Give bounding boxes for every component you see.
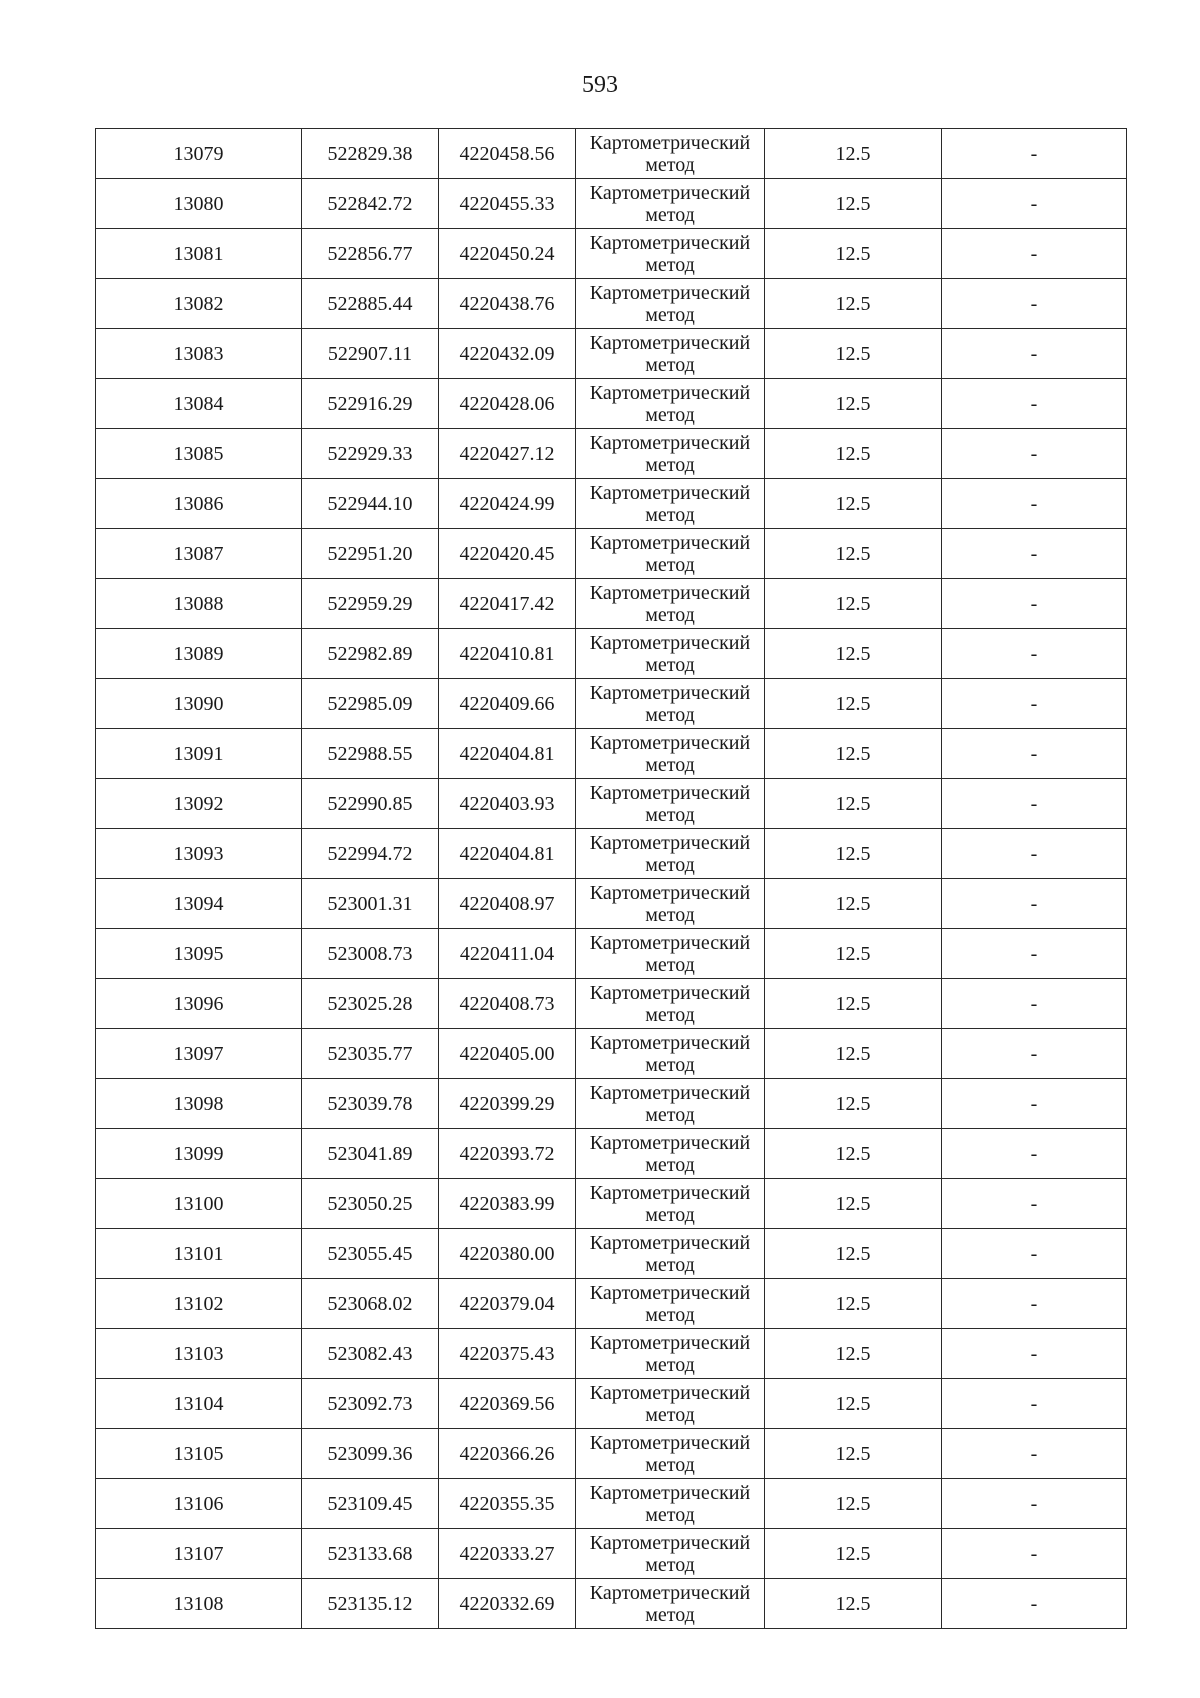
table-row (96, 729, 1127, 779)
method-cell: Картометрический метод (576, 379, 765, 429)
accuracy-cell: 12.5 (765, 1129, 942, 1179)
table-row (96, 979, 1127, 1029)
accuracy-cell: 12.5 (765, 979, 942, 1029)
y-coordinate-cell: 4220417.42 (439, 579, 576, 629)
accuracy-cell: 12.5 (765, 279, 942, 329)
method-cell: Картометрический метод (576, 979, 765, 1029)
x-coordinate-cell: 522929.33 (302, 429, 439, 479)
method-cell: Картометрический метод (576, 579, 765, 629)
accuracy-cell: 12.5 (765, 929, 942, 979)
point-number-cell: 13105 (96, 1429, 302, 1479)
x-coordinate-cell: 523133.68 (302, 1529, 439, 1579)
method-cell: Картометрический метод (576, 479, 765, 529)
y-coordinate-cell: 4220424.99 (439, 479, 576, 529)
y-coordinate-cell: 4220380.00 (439, 1229, 576, 1279)
point-number-cell: 13080 (96, 179, 302, 229)
x-coordinate-cell: 522944.10 (302, 479, 439, 529)
note-cell: - (942, 729, 1127, 779)
point-number-cell: 13099 (96, 1129, 302, 1179)
accuracy-cell: 12.5 (765, 1079, 942, 1129)
x-coordinate-cell: 522916.29 (302, 379, 439, 429)
method-cell: Картометрический метод (576, 1079, 765, 1129)
y-coordinate-cell: 4220411.04 (439, 929, 576, 979)
note-cell: - (942, 1129, 1127, 1179)
table-row (96, 179, 1127, 229)
accuracy-cell: 12.5 (765, 1329, 942, 1379)
point-number-cell: 13082 (96, 279, 302, 329)
note-cell: - (942, 279, 1127, 329)
note-cell: - (942, 429, 1127, 479)
point-number-cell: 13100 (96, 1179, 302, 1229)
x-coordinate-cell: 523035.77 (302, 1029, 439, 1079)
point-number-cell: 13102 (96, 1279, 302, 1329)
y-coordinate-cell: 4220428.06 (439, 379, 576, 429)
x-coordinate-cell: 522842.72 (302, 179, 439, 229)
note-cell: - (942, 1429, 1127, 1479)
note-cell: - (942, 1029, 1127, 1079)
y-coordinate-cell: 4220404.81 (439, 829, 576, 879)
accuracy-cell: 12.5 (765, 1429, 942, 1479)
y-coordinate-cell: 4220438.76 (439, 279, 576, 329)
method-cell: Картометрический метод (576, 879, 765, 929)
point-number-cell: 13090 (96, 679, 302, 729)
point-number-cell: 13081 (96, 229, 302, 279)
accuracy-cell: 12.5 (765, 1529, 942, 1579)
note-cell: - (942, 379, 1127, 429)
method-cell: Картометрический метод (576, 179, 765, 229)
table-row (96, 1479, 1127, 1529)
note-cell: - (942, 829, 1127, 879)
table-row (96, 1079, 1127, 1129)
y-coordinate-cell: 4220427.12 (439, 429, 576, 479)
x-coordinate-cell: 523008.73 (302, 929, 439, 979)
x-coordinate-cell: 523109.45 (302, 1479, 439, 1529)
accuracy-cell: 12.5 (765, 529, 942, 579)
y-coordinate-cell: 4220450.24 (439, 229, 576, 279)
y-coordinate-cell: 4220393.72 (439, 1129, 576, 1179)
y-coordinate-cell: 4220399.29 (439, 1079, 576, 1129)
table-row (96, 479, 1127, 529)
table-row (96, 679, 1127, 729)
x-coordinate-cell: 523092.73 (302, 1379, 439, 1429)
note-cell: - (942, 129, 1127, 179)
note-cell: - (942, 779, 1127, 829)
method-cell: Картометрический метод (576, 229, 765, 279)
point-number-cell: 13089 (96, 629, 302, 679)
accuracy-cell: 12.5 (765, 1579, 942, 1629)
x-coordinate-cell: 522982.89 (302, 629, 439, 679)
note-cell: - (942, 579, 1127, 629)
point-number-cell: 13088 (96, 579, 302, 629)
table-row (96, 1579, 1127, 1629)
point-number-cell: 13104 (96, 1379, 302, 1429)
point-number-cell: 13084 (96, 379, 302, 429)
accuracy-cell: 12.5 (765, 179, 942, 229)
method-cell: Картометрический метод (576, 329, 765, 379)
x-coordinate-cell: 523001.31 (302, 879, 439, 929)
point-number-cell: 13092 (96, 779, 302, 829)
accuracy-cell: 12.5 (765, 1179, 942, 1229)
table-row (96, 529, 1127, 579)
x-coordinate-cell: 522988.55 (302, 729, 439, 779)
y-coordinate-cell: 4220432.09 (439, 329, 576, 379)
y-coordinate-cell: 4220379.04 (439, 1279, 576, 1329)
accuracy-cell: 12.5 (765, 829, 942, 879)
table-row (96, 1279, 1127, 1329)
x-coordinate-cell: 523039.78 (302, 1079, 439, 1129)
table-row (96, 429, 1127, 479)
note-cell: - (942, 1329, 1127, 1379)
table-row (96, 929, 1127, 979)
table-row (96, 1329, 1127, 1379)
coordinates-table (95, 128, 1127, 1629)
y-coordinate-cell: 4220404.81 (439, 729, 576, 779)
table-row (96, 829, 1127, 879)
method-cell: Картометрический метод (576, 1179, 765, 1229)
point-number-cell: 13095 (96, 929, 302, 979)
point-number-cell: 13108 (96, 1579, 302, 1629)
point-number-cell: 13097 (96, 1029, 302, 1079)
x-coordinate-cell: 522907.11 (302, 329, 439, 379)
coordinates-table-body (96, 129, 1127, 1629)
accuracy-cell: 12.5 (765, 1279, 942, 1329)
method-cell: Картометрический метод (576, 429, 765, 479)
y-coordinate-cell: 4220455.33 (439, 179, 576, 229)
table-row (96, 1179, 1127, 1229)
x-coordinate-cell: 522959.29 (302, 579, 439, 629)
note-cell: - (942, 179, 1127, 229)
point-number-cell: 13096 (96, 979, 302, 1029)
method-cell: Картометрический метод (576, 1229, 765, 1279)
accuracy-cell: 12.5 (765, 229, 942, 279)
method-cell: Картометрический метод (576, 829, 765, 879)
x-coordinate-cell: 522885.44 (302, 279, 439, 329)
method-cell: Картометрический метод (576, 1429, 765, 1479)
table-row (96, 579, 1127, 629)
x-coordinate-cell: 522990.85 (302, 779, 439, 829)
note-cell: - (942, 1229, 1127, 1279)
accuracy-cell: 12.5 (765, 879, 942, 929)
method-cell: Картометрический метод (576, 1279, 765, 1329)
y-coordinate-cell: 4220403.93 (439, 779, 576, 829)
note-cell: - (942, 929, 1127, 979)
table-row (96, 329, 1127, 379)
table-row (96, 629, 1127, 679)
point-number-cell: 13098 (96, 1079, 302, 1129)
accuracy-cell: 12.5 (765, 429, 942, 479)
method-cell: Картометрический метод (576, 1129, 765, 1179)
point-number-cell: 13103 (96, 1329, 302, 1379)
accuracy-cell: 12.5 (765, 1379, 942, 1429)
y-coordinate-cell: 4220369.56 (439, 1379, 576, 1429)
method-cell: Картометрический метод (576, 779, 765, 829)
x-coordinate-cell: 522829.38 (302, 129, 439, 179)
accuracy-cell: 12.5 (765, 729, 942, 779)
point-number-cell: 13093 (96, 829, 302, 879)
table-row (96, 1129, 1127, 1179)
y-coordinate-cell: 4220355.35 (439, 1479, 576, 1529)
x-coordinate-cell: 523050.25 (302, 1179, 439, 1229)
method-cell: Картометрический метод (576, 1579, 765, 1629)
x-coordinate-cell: 523055.45 (302, 1229, 439, 1279)
note-cell: - (942, 1079, 1127, 1129)
accuracy-cell: 12.5 (765, 1229, 942, 1279)
accuracy-cell: 12.5 (765, 129, 942, 179)
table-row (96, 1229, 1127, 1279)
x-coordinate-cell: 522856.77 (302, 229, 439, 279)
note-cell: - (942, 1379, 1127, 1429)
method-cell: Картометрический метод (576, 1029, 765, 1079)
table-row (96, 279, 1127, 329)
point-number-cell: 13107 (96, 1529, 302, 1579)
y-coordinate-cell: 4220405.00 (439, 1029, 576, 1079)
x-coordinate-cell: 523099.36 (302, 1429, 439, 1479)
note-cell: - (942, 1279, 1127, 1329)
method-cell: Картометрический метод (576, 1329, 765, 1379)
x-coordinate-cell: 523068.02 (302, 1279, 439, 1329)
table-row (96, 1429, 1127, 1479)
accuracy-cell: 12.5 (765, 1479, 942, 1529)
point-number-cell: 13085 (96, 429, 302, 479)
y-coordinate-cell: 4220383.99 (439, 1179, 576, 1229)
note-cell: - (942, 329, 1127, 379)
x-coordinate-cell: 523041.89 (302, 1129, 439, 1179)
table-row (96, 129, 1127, 179)
note-cell: - (942, 1179, 1127, 1229)
accuracy-cell: 12.5 (765, 779, 942, 829)
y-coordinate-cell: 4220333.27 (439, 1529, 576, 1579)
accuracy-cell: 12.5 (765, 379, 942, 429)
accuracy-cell: 12.5 (765, 579, 942, 629)
note-cell: - (942, 879, 1127, 929)
x-coordinate-cell: 523135.12 (302, 1579, 439, 1629)
table-row (96, 779, 1127, 829)
table-row (96, 229, 1127, 279)
y-coordinate-cell: 4220458.56 (439, 129, 576, 179)
note-cell: - (942, 1579, 1127, 1629)
point-number-cell: 13087 (96, 529, 302, 579)
note-cell: - (942, 1529, 1127, 1579)
y-coordinate-cell: 4220332.69 (439, 1579, 576, 1629)
y-coordinate-cell: 4220410.81 (439, 629, 576, 679)
method-cell: Картометрический метод (576, 279, 765, 329)
method-cell: Картометрический метод (576, 729, 765, 779)
page-number: 593 (582, 72, 618, 98)
y-coordinate-cell: 4220420.45 (439, 529, 576, 579)
point-number-cell: 13106 (96, 1479, 302, 1529)
table-row (96, 1029, 1127, 1079)
accuracy-cell: 12.5 (765, 679, 942, 729)
method-cell: Картометрический метод (576, 1529, 765, 1579)
note-cell: - (942, 529, 1127, 579)
method-cell: Картометрический метод (576, 529, 765, 579)
note-cell: - (942, 629, 1127, 679)
note-cell: - (942, 479, 1127, 529)
note-cell: - (942, 679, 1127, 729)
table-row (96, 379, 1127, 429)
x-coordinate-cell: 522994.72 (302, 829, 439, 879)
accuracy-cell: 12.5 (765, 1029, 942, 1079)
x-coordinate-cell: 523025.28 (302, 979, 439, 1029)
method-cell: Картометрический метод (576, 1379, 765, 1429)
y-coordinate-cell: 4220408.73 (439, 979, 576, 1029)
method-cell: Картометрический метод (576, 929, 765, 979)
table-row (96, 1379, 1127, 1429)
table-row (96, 1529, 1127, 1579)
y-coordinate-cell: 4220375.43 (439, 1329, 576, 1379)
method-cell: Картометрический метод (576, 629, 765, 679)
note-cell: - (942, 979, 1127, 1029)
point-number-cell: 13094 (96, 879, 302, 929)
note-cell: - (942, 1479, 1127, 1529)
x-coordinate-cell: 523082.43 (302, 1329, 439, 1379)
x-coordinate-cell: 522985.09 (302, 679, 439, 729)
y-coordinate-cell: 4220409.66 (439, 679, 576, 729)
table-row (96, 879, 1127, 929)
x-coordinate-cell: 522951.20 (302, 529, 439, 579)
method-cell: Картометрический метод (576, 1479, 765, 1529)
accuracy-cell: 12.5 (765, 479, 942, 529)
y-coordinate-cell: 4220408.97 (439, 879, 576, 929)
point-number-cell: 13079 (96, 129, 302, 179)
method-cell: Картометрический метод (576, 679, 765, 729)
accuracy-cell: 12.5 (765, 629, 942, 679)
accuracy-cell: 12.5 (765, 329, 942, 379)
point-number-cell: 13083 (96, 329, 302, 379)
point-number-cell: 13101 (96, 1229, 302, 1279)
point-number-cell: 13086 (96, 479, 302, 529)
y-coordinate-cell: 4220366.26 (439, 1429, 576, 1479)
note-cell: - (942, 229, 1127, 279)
method-cell: Картометрический метод (576, 129, 765, 179)
point-number-cell: 13091 (96, 729, 302, 779)
